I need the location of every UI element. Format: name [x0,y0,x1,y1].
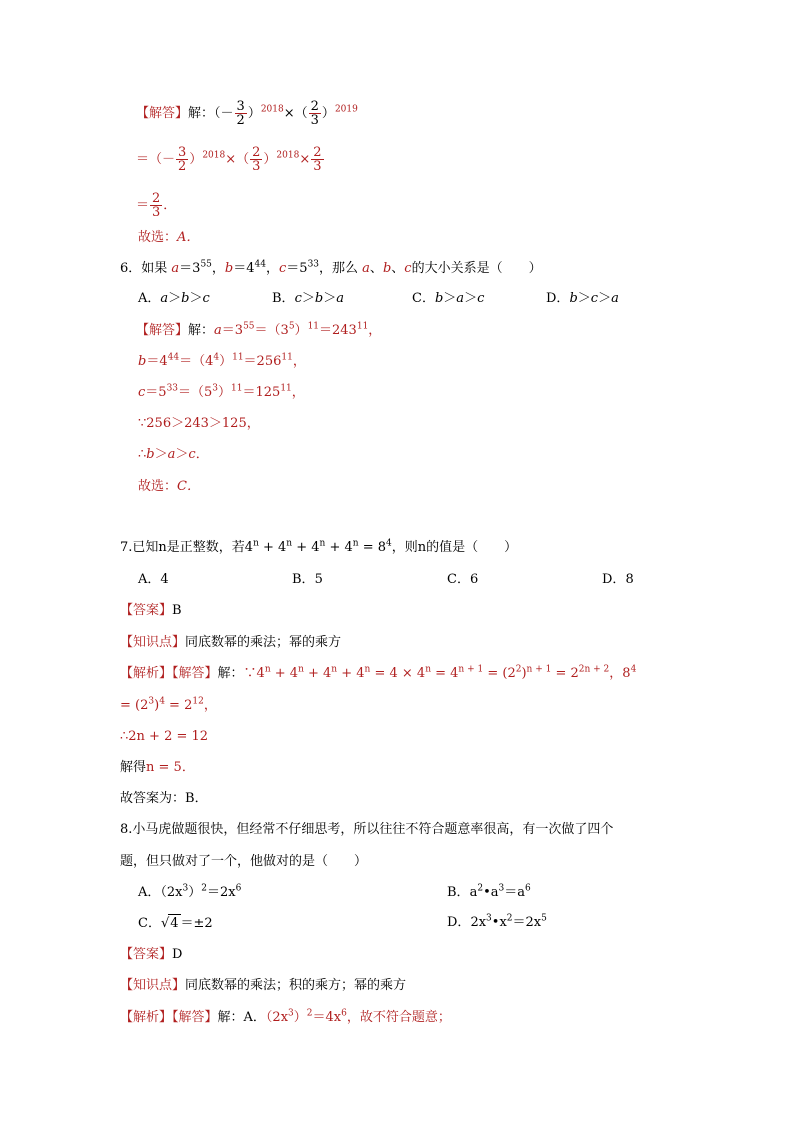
q6-option-b: B．c＞b＞a [272,291,344,306]
q7-solution-line1: 【解析】【解答】解：$\because 4^n + 4^n + 4^n + 4^n = 4 \times 4^n = 4^{n + 1} = (2^2)^{n + 1} = 2^{2n + 2}$，$8^4$ [120,664,637,681]
q8-option-c: C．√4 ＝±2 [138,916,213,931]
q5-choice: 故选：A． [138,230,200,245]
q6-choice: 故选：C． [138,479,200,494]
q7-solution-line4: 解得n = 5． [120,760,195,775]
q6-answer-line2: $b=4^{44}=(4^4)^{11}=256^{11}$， [138,352,306,369]
q6-option-a: A．a＞b＞c [138,291,210,306]
q6-option-c: C．b＞a＞c [412,291,485,306]
q6-answer-line3: $c=5^{33}=(5^3)^{11}=125^{11}$， [138,383,305,400]
fraction: $\frac{3}{2}$ [236,99,245,128]
fraction: $\frac{2}{3}$ [310,99,319,128]
q7-question: 7.已知n是正整数，若$4^n + 4^n + 4^n + 4^n = 8^4$，则n的值是（ ） [120,538,518,555]
q5-answer-line1: 【解答】解：（－ $\frac{3}{2}$ ）$^{2018}$×（ $\frac{2}{3}$ ）$^{2019}$ [136,99,358,128]
answer-label: 【解答】 [136,106,189,121]
q6-answer-line5: ∴b＞a＞c． [138,447,209,462]
q7-option-a: A．4 [138,572,169,587]
sqrt-icon: √ [160,916,170,931]
q6-answer-line4: ∵256＞243＞125， [138,416,260,431]
q8-option-d: D．$2x^3•x^2=2x^5$ [447,913,547,930]
q8-solution-line1: 【解析】【解答】解：A．$(2x^3)^2=4x^6$，故不符合题意； [120,1008,451,1025]
q7-answer: 【答案】B [120,603,182,618]
q6-answer-line1: 【解答】解：$a=3^{55}=(3^5)^{11}=243^{11}$， [136,321,382,338]
q7-knowledge-point: 【知识点】同底数幂的乘法；幂的乘方 [120,635,342,650]
q8-answer: 【答案】D [120,947,183,962]
q7-option-c: C．6 [447,572,479,587]
q7-option-b: B．5 [292,572,323,587]
q8-knowledge-point: 【知识点】同底数幂的乘法；积的乘方；幂的乘方 [120,978,407,993]
q7-solution-line3: ∴2n + 2 = 12 [120,729,209,744]
q5-answer-line3: ＝ $\frac{2}{3}$ ． [136,191,177,220]
q8-question-line1: 8.小马虎做题很快，但经常不仔细思考，所以往往不符合题意率很高，有一次做了四个 [120,822,614,837]
q6-question: 6．如果 $a=3^{55}$，$b=4^{44}$，$c=5^{33}$，那么 a、b、c的大小关系是（ ） [120,259,542,276]
q7-solution-line2: = $(2^3)^4 = 2^{12}$， [120,696,217,713]
q8-option-b: B．$a^2•a^3=a^6$ [447,883,531,900]
q7-solution-line5: 故答案为：B． [120,791,208,806]
q8-question-line2: 题，但只做对了一个，他做对的是（ ） [120,854,368,869]
q6-option-d: D．b＞c＞a [546,291,619,306]
q8-option-a: A．$(2x^3)^2=2x^6$ [138,883,242,900]
q5-answer-line2: ＝（－ $\frac{3}{2}$ ）$^{2018}$×（ $\frac{2}{3}$ ）$^{2018}$× $\frac{2}{3}$ [136,145,322,174]
q7-option-d: D．8 [602,572,634,587]
